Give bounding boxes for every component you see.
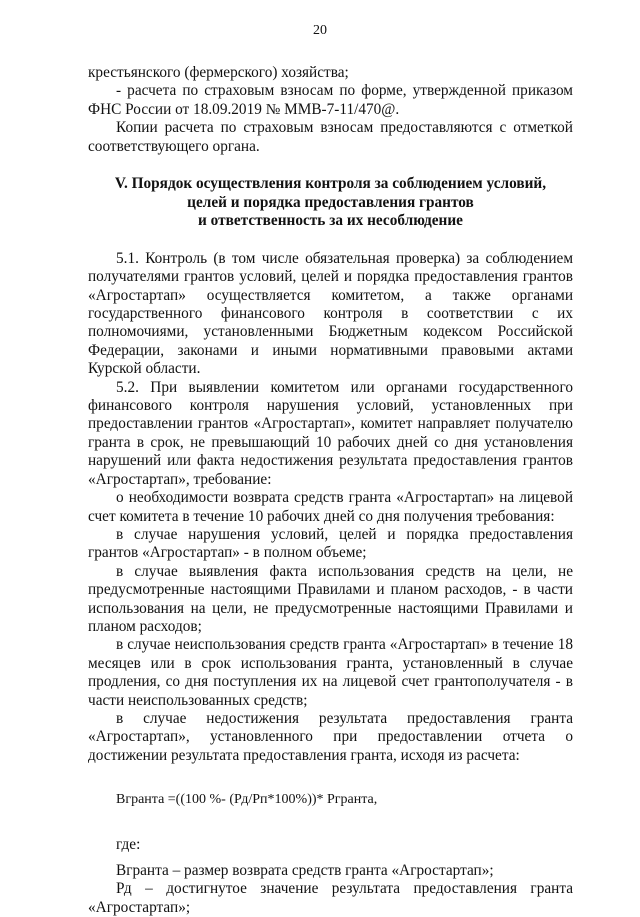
paragraph-where: где: xyxy=(116,835,141,853)
paragraph-misuse-return: в случае выявления факта использования средств на цели, не предусмотренные настоящими Правилами и планом расходов, - в части использования на цели, не предусмотренные настоящими Правилами и планом расходов; xyxy=(88,562,573,635)
paragraph-definition-v: Вгранта – размер возврата средств гранта «Агростартап»; xyxy=(116,862,494,879)
section-title-line-2: целей и порядка предоставления грантов xyxy=(187,193,474,211)
paragraph-definition-rd: Рд – достигнутое значение результата предоставления гранта «Агростартап»; xyxy=(88,880,573,916)
section-title-line-1: V. Порядок осуществления контроля за соблюдением условий, xyxy=(114,175,547,193)
section-title xyxy=(88,175,573,231)
paragraph-copies-note: Копии расчета по страховым взносам предоставляются с отметкой соответствующего органа. xyxy=(88,119,573,155)
paragraph-farm-continuation: крестьянского (фермерского) хозяйства; xyxy=(88,64,349,81)
paragraph-5-1: 5.1. Контроль (в том числе обязательная проверка) за соблюдением получателями грантов условий, целей и порядка предоставления грантов «Агростартап» осуществляется комитетом, а также органами государственного финансового контроля в соответствии с их полномочиями, установленными Бюджетным кодексом Российской Федерации, законами и иными нормативными правовыми актами Курской области. xyxy=(88,249,573,378)
section-title-line-3: и ответственность за их несоблюдение xyxy=(198,212,463,230)
paragraph-insurance-calc: - расчета по страховым взносам по форме, утвержденной приказом ФНС России от 18.09.2019 № ММВ-7-11/470@. xyxy=(88,82,573,118)
paragraph-result-return: в случае недостижения результата предоставления гранта «Агростартап», установленного при предоставлении отчета о достижении результата предоставления гранта, исходя из расчета: xyxy=(88,709,573,764)
page-number: 20 xyxy=(313,23,327,38)
document-body xyxy=(88,64,573,917)
paragraph-full-return: в случае нарушения условий, целей и порядка предоставления грантов «Агростартап» - в полном объеме; xyxy=(88,525,573,562)
paragraph-return-requirement: о необходимости возврата средств гранта «Агростартап» на лицевой счет комитета в течение 10 рабочих дней со дня получения требования: xyxy=(88,489,573,525)
return-formula: Вгранта =((100 %- (Рд/Рп*100%))* Ргранта, xyxy=(116,792,378,808)
paragraph-5-2: 5.2. При выявлении комитетом или органами государственного финансового контроля нарушения условий, установленных при предоставлении грантов «Агростартап», комитет направляет получателю гранта в срок, не превышающий 10 рабочих дней со дня установления нарушений или факта недостижения результата предоставления грантов «Агростартап», требование: xyxy=(88,378,573,488)
paragraph-unused-return: в случае неиспользования средств гранта «Агростартап» в течение 18 месяцев или в срок использования гранта, установленный в случае продления, со дня поступления их на лицевой счет грантополучателя - в части неиспользованных средств; xyxy=(88,636,573,709)
